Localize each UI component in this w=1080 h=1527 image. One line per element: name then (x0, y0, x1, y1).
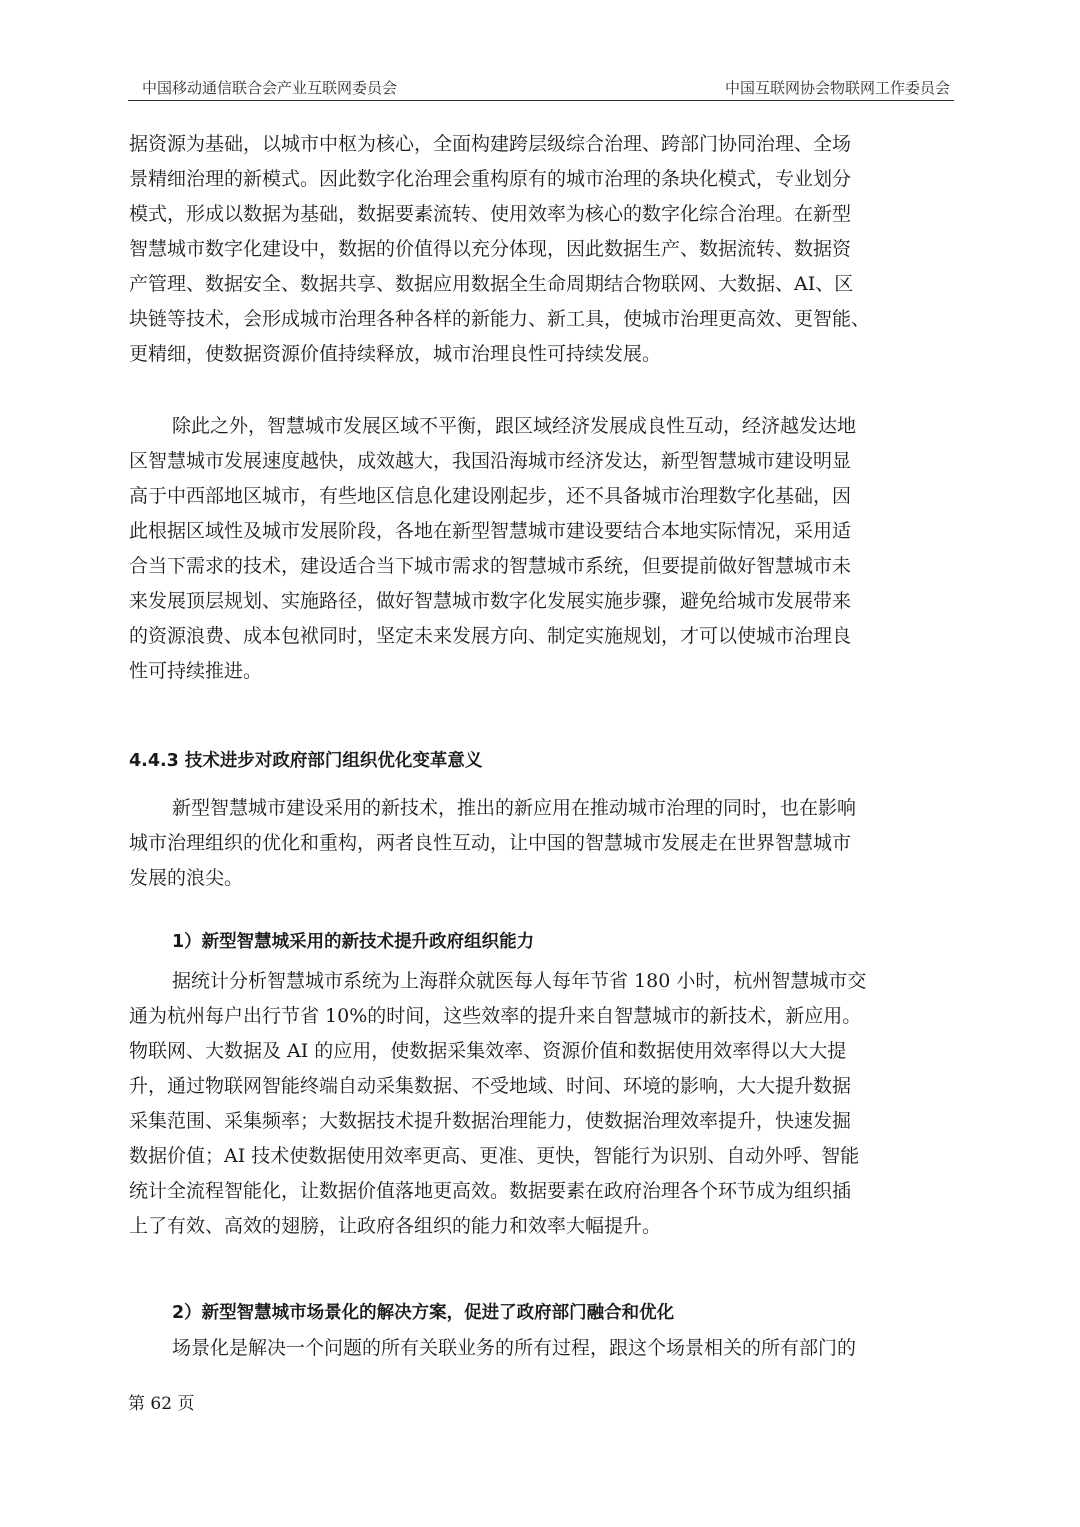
text-line: 新型智慧城市建设采用的新技术，推出的新应用在推动城市治理的同时，也在影响 (172, 797, 857, 819)
text-line: 升，通过物联网智能终端自动采集数据、不受地域、时间、环境的影响，大大提升数据 (129, 1075, 852, 1097)
text-line: 景精细治理的新模式。因此数字化治理会重构原有的城市治理的条块化模式，专业划分 (129, 168, 852, 190)
paragraph-2 (129, 409, 951, 689)
paragraph-5 (129, 1331, 951, 1366)
text-line: 上了有效、高效的翅膀，让政府各组织的能力和效率大幅提升。 (129, 1215, 662, 1237)
text-line: 来发展顶层规划、实施路径，做好智慧城市数字化发展实施步骤，避免给城市发展带来 (129, 590, 852, 612)
paragraph-4 (129, 964, 951, 1244)
text-line: 区智慧城市发展速度越快，成效越大，我国沿海城市经济发达，新型智慧城市建设明显 (129, 450, 852, 472)
text-line: 发展的浪尖。 (129, 867, 244, 889)
text-line: 场景化是解决一个问题的所有关联业务的所有过程，跟这个场景相关的所有部门的 (172, 1337, 857, 1359)
sub-heading-2: 2）新型智慧城市场景化的解决方案，促进了政府部门融合和优化 (172, 1303, 675, 1323)
text-line: 产管理、数据安全、数据共享、数据应用数据全生命周期结合物联网、大数据、AI、区 (129, 273, 854, 295)
text-line: 采集范围、采集频率；大数据技术提升数据治理能力，使数据治理效率提升，快速发掘 (129, 1110, 852, 1132)
text-line: 数据价值；AI 技术使数据使用效率更高、更准、更快，智能行为识别、自动外呼、智能 (129, 1145, 860, 1167)
text-line: 据资源为基础，以城市中枢为核心，全面构建跨层级综合治理、跨部门协同治理、全场 (129, 133, 852, 155)
text-line: 此根据区域性及城市发展阶段，各地在新型智慧城市建设要结合本地实际情况，采用适 (129, 520, 852, 542)
text-line: 块链等技术，会形成城市治理各种各样的新能力、新工具，使城市治理更高效、更智能、 (129, 308, 871, 330)
sub-heading-1: 1）新型智慧城采用的新技术提升政府组织能力 (172, 932, 535, 952)
header-left-org: 中国移动通信联合会产业互联网委员会 (142, 79, 398, 97)
text-line: 通为杭州每户出行节省 10%的时间，这些效率的提升来自智慧城市的新技术，新应用。 (129, 1005, 862, 1027)
page-header (128, 72, 954, 101)
text-line: 性可持续推进。 (129, 660, 263, 682)
paragraph-3 (129, 791, 951, 896)
page-number: 第 62 页 (128, 1394, 195, 1414)
text-line: 统计全流程智能化，让数据价值落地更高效。数据要素在政府治理各个环节成为组织插 (129, 1180, 852, 1202)
text-line: 更精细，使数据资源价值持续释放，城市治理良性可持续发展。 (129, 343, 662, 365)
section-heading: 4.4.3 技术进步对政府部门组织优化变革意义 (129, 751, 483, 771)
header-right-org: 中国互联网协会物联网工作委员会 (724, 79, 950, 97)
text-line: 高于中西部地区城市，有些地区信息化建设刚起步，还不具备城市治理数字化基础，因 (129, 485, 852, 507)
text-line: 的资源浪费、成本包袱同时，坚定未来发展方向、制定实施规划，才可以使城市治理良 (129, 625, 852, 647)
text-line: 据统计分析智慧城市系统为上海群众就医每人每年节省 180 小时，杭州智慧城市交 (172, 970, 867, 992)
text-line: 物联网、大数据及 AI 的应用，使数据采集效率、资源价值和数据使用效率得以大大提 (129, 1040, 847, 1062)
text-line: 合当下需求的技术，建设适合当下城市需求的智慧城市系统，但要提前做好智慧城市未 (129, 555, 852, 577)
text-line: 城市治理组织的优化和重构，两者良性互动，让中国的智慧城市发展走在世界智慧城市 (129, 832, 852, 854)
text-line: 除此之外，智慧城市发展区域不平衡，跟区域经济发展成良性互动，经济越发达地 (172, 415, 857, 437)
text-line: 智慧城市数字化建设中，数据的价值得以充分体现，因此数据生产、数据流转、数据资 (129, 238, 852, 260)
paragraph-1 (129, 127, 951, 372)
text-line: 模式，形成以数据为基础，数据要素流转、使用效率为核心的数字化综合治理。在新型 (129, 203, 852, 225)
